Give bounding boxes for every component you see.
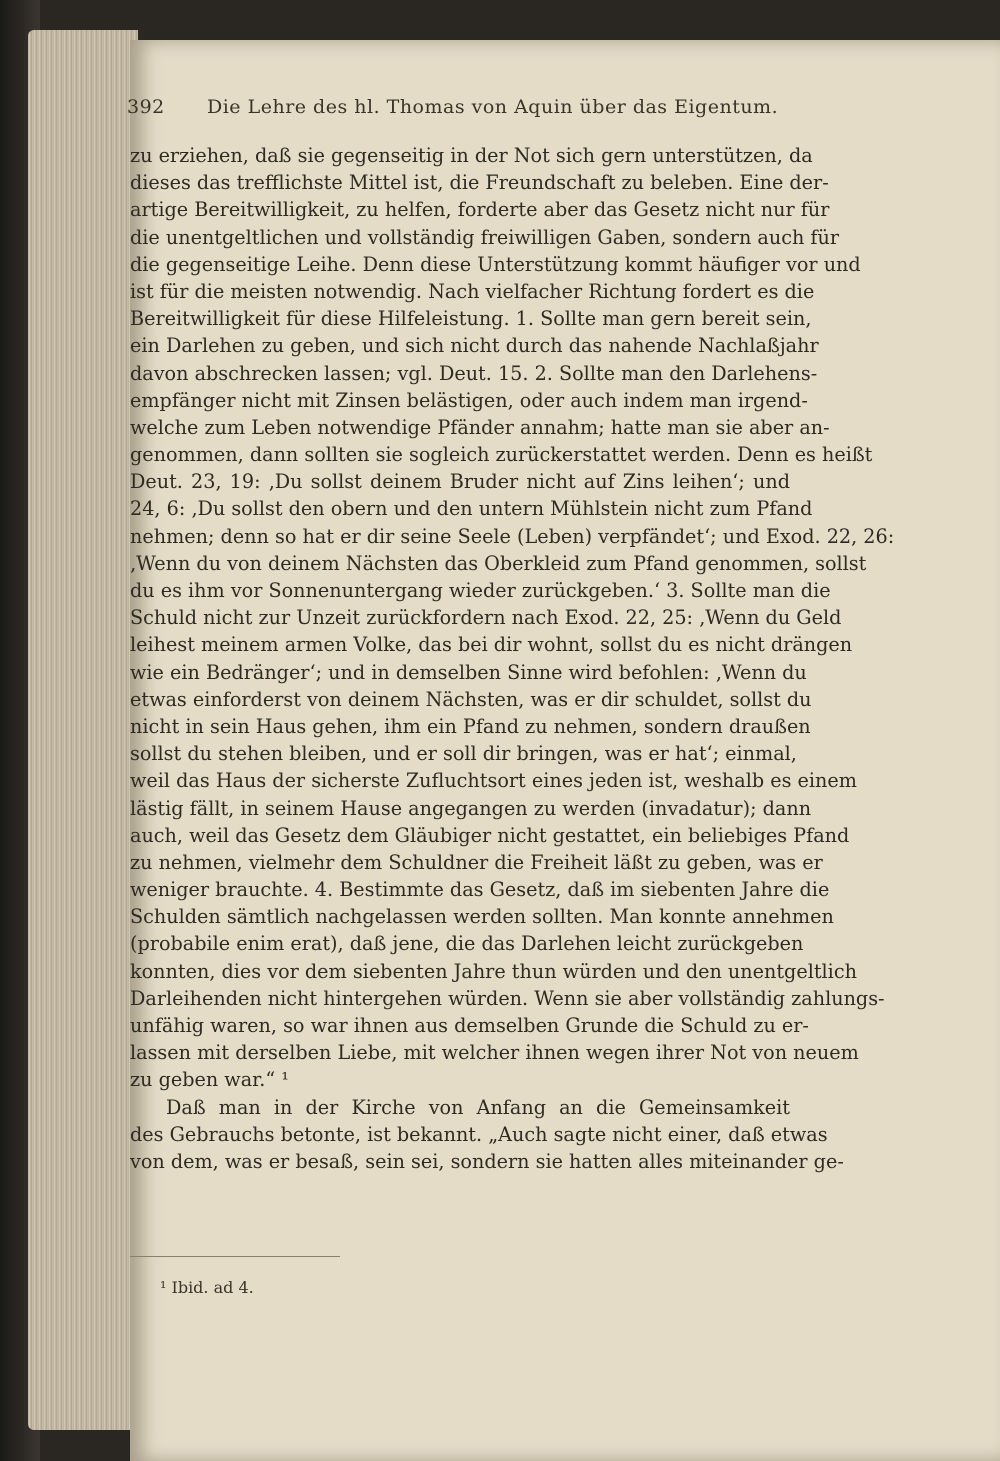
text-line: weil das Haus der sicherste Zufluchtsort eines jeden ist, weshalb es einem — [130, 769, 857, 793]
text-line: du es ihm vor Sonnenuntergang wieder zurückgeben.‘ 3. Sollte man die — [130, 579, 831, 602]
text-line: davon abschrecken lassen; vgl. Deut. 15. 2. Sollte man den Darlehens- — [130, 361, 818, 385]
text-line: die gegenseitige Leihe. Denn diese Unterstützung kommt häufiger vor und — [130, 252, 861, 276]
text-line: ‚Wenn du von deinem Nächsten das Oberkleid zum Pfand genommen, sollst — [130, 551, 867, 575]
text-line: genommen, dann sollten sie sogleich zurückerstattet werden. Denn es heißt — [130, 443, 873, 467]
text-line: konnten, dies vor dem siebenten Jahre thun würden und den unentgeltlich — [130, 959, 857, 983]
text-line: etwas einforderst von deinem Nächsten, was er dir schuldet, sollst du — [130, 687, 812, 711]
text-line: nicht in sein Haus gehen, ihm ein Pfand zu nehmen, sondern draußen — [130, 714, 811, 738]
text-line: empfänger nicht mit Zinsen belästigen, oder auch indem man irgend- — [130, 388, 808, 412]
page-number: 392 — [127, 96, 165, 118]
text-line: wie ein Bedränger‘; und in demselben Sinne wird befohlen: ‚Wenn du — [130, 660, 807, 684]
text-line: zu nehmen, vielmehr dem Schuldner die Freiheit läßt zu geben, was er — [130, 850, 823, 874]
text-line: artige Bereitwilligkeit, zu helfen, forderte aber das Gesetz nicht nur für — [130, 198, 830, 222]
text-line: sollst du stehen bleiben, und er soll dir bringen, was er hat‘; einmal, — [130, 742, 797, 766]
text-line: Schulden sämtlich nachgelassen werden sollten. Man konnte annehmen — [130, 905, 834, 929]
text-line: zu geben war.“ ¹ — [130, 1068, 289, 1092]
footnote-divider — [130, 1256, 340, 1257]
text-line: dieses das trefflichste Mittel ist, die Freundschaft zu beleben. Eine der- — [130, 171, 829, 195]
text-line: auch, weil das Gesetz dem Gläubiger nicht gestattet, ein beliebiges Pfand — [130, 823, 850, 847]
text-line: von dem, was er besaß, sein sei, sondern sie hatten alles miteinander ge- — [130, 1149, 844, 1173]
text-line: unfähig waren, so war ihnen aus demselben Grunde die Schuld zu er- — [130, 1014, 809, 1037]
body-text — [130, 142, 895, 1175]
text-line: 24, 6: ‚Du sollst den obern und den untern Mühlstein nicht zum Pfand — [130, 497, 813, 521]
text-line: Bereitwilligkeit für diese Hilfeleistung. 1. Sollte man gern bereit sein, — [130, 307, 812, 331]
text-line: leihest meinem armen Volke, das bei dir wohnt, sollst du es nicht drängen — [130, 633, 853, 657]
text-line: (probabile enim erat), daß jene, die das Darlehen leicht zurückgeben — [130, 932, 804, 956]
text-line: lästig fällt, in seinem Hause angegangen zu werden (invadatur); dann — [130, 796, 812, 820]
page-stack-edge — [28, 30, 138, 1430]
text-line: zu erziehen, daß sie gegenseitig in der Not sich gern unterstützen, da — [130, 144, 813, 167]
running-title: Die Lehre des hl. Thomas von Aquin über das Eigentum. — [207, 96, 779, 118]
text-line: die unentgeltlichen und vollständig freiwilligen Gaben, sondern auch für — [130, 225, 840, 249]
text-line: nehmen; denn so hat er dir seine Seele (Leben) verpfändet‘; und Exod. 22, 26: — [130, 524, 895, 548]
text-line: des Gebrauchs betonte, ist bekannt. „Auch sagte nicht einer, daß etwas — [130, 1122, 828, 1146]
text-line: ist für die meisten notwendig. Nach vielfacher Richtung fordert es die — [130, 279, 815, 303]
text-line: weniger brauchte. 4. Bestimmte das Gesetz, daß im siebenten Jahre die — [130, 878, 830, 902]
text-line: Daß man in der Kirche von Anfang an die Gemeinsamkeit — [166, 1095, 790, 1119]
text-line: welche zum Leben notwendige Pfänder annahm; hatte man sie aber an- — [130, 415, 830, 439]
text-line: Darleihenden nicht hintergehen würden. Wenn sie aber vollständig zahlungs- — [130, 986, 885, 1010]
footnote: ¹ Ibid. ad 4. — [160, 1278, 254, 1297]
text-line: Schuld nicht zur Unzeit zurückfordern nach Exod. 22, 25: ‚Wenn du Geld — [130, 606, 842, 630]
text-line: Deut. 23, 19: ‚Du sollst deinem Bruder nicht auf Zins leihen‘; und — [130, 470, 790, 494]
text-line: lassen mit derselben Liebe, mit welcher ihnen wegen ihrer Not von neuem — [130, 1041, 859, 1065]
text-line: ein Darlehen zu geben, und sich nicht durch das nahende Nachlaßjahr — [130, 334, 819, 358]
